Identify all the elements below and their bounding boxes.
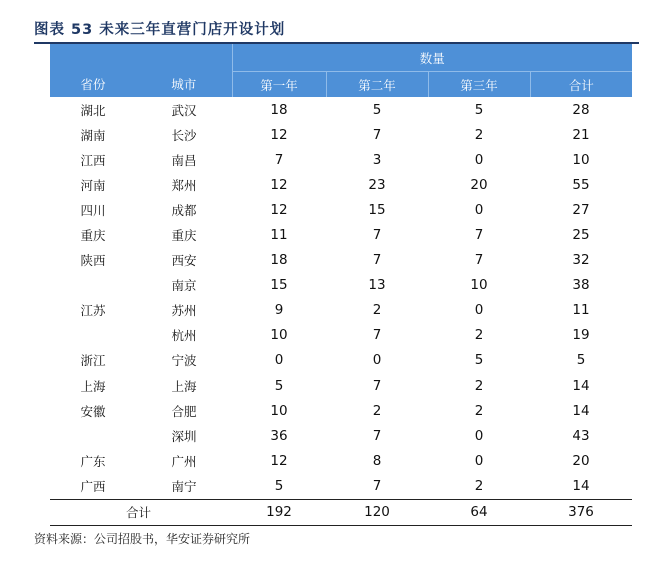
table-row	[50, 248, 632, 273]
cell-city: 深圳	[171, 428, 197, 444]
cell-year2: 8	[372, 452, 382, 469]
cell-year3: 7	[474, 227, 484, 244]
cell-year3: 0	[474, 427, 484, 444]
cell-year2: 7	[372, 252, 382, 269]
cell-total: 5	[576, 352, 586, 369]
totals-year3: 64	[428, 499, 530, 525]
cell-year1: 36	[270, 427, 288, 444]
cell-city: 广州	[171, 453, 197, 469]
cell-year3: 2	[474, 477, 484, 494]
cell-year1: 12	[270, 176, 288, 193]
cell-total: 14	[572, 402, 590, 419]
cell-province: 陕西	[80, 253, 106, 269]
store-plan-table	[50, 44, 632, 526]
cell-year2: 0	[372, 352, 382, 369]
cell-year3: 5	[474, 101, 484, 118]
cell-year2: 7	[372, 477, 382, 494]
cell-year1: 12	[270, 201, 288, 218]
cell-total: 21	[572, 126, 590, 143]
header-quantity-group: 数量	[232, 44, 632, 72]
cell-city: 郑州	[171, 177, 197, 193]
cell-year1: 15	[270, 277, 288, 294]
cell-year2: 2	[372, 402, 382, 419]
cell-year3: 10	[470, 277, 488, 294]
header-province: 省份	[50, 44, 136, 97]
cell-province: 湖南	[80, 127, 106, 143]
table-row	[50, 122, 632, 147]
table-row	[50, 398, 632, 423]
cell-year2: 7	[372, 126, 382, 143]
cell-province: 广西	[80, 478, 106, 494]
cell-province	[50, 323, 136, 348]
cell-year3: 0	[474, 452, 484, 469]
cell-year2: 7	[372, 427, 382, 444]
cell-province: 安徽	[80, 403, 106, 419]
cell-total: 28	[572, 101, 590, 118]
totals-year2: 120	[326, 499, 428, 525]
cell-province: 广东	[80, 453, 106, 469]
cell-year1: 5	[274, 377, 284, 394]
cell-province: 江苏	[80, 303, 106, 319]
cell-year1: 10	[270, 402, 288, 419]
cell-year3: 5	[474, 352, 484, 369]
cell-year2: 3	[372, 151, 382, 168]
totals-total: 376	[530, 499, 632, 525]
cell-year2: 23	[368, 176, 386, 193]
cell-year1: 18	[270, 101, 288, 118]
cell-year3: 7	[474, 252, 484, 269]
cell-year2: 7	[372, 227, 382, 244]
cell-year1: 9	[274, 302, 284, 319]
cell-year3: 0	[474, 151, 484, 168]
cell-year3: 2	[474, 377, 484, 394]
cell-province: 重庆	[80, 228, 106, 244]
cell-year1: 11	[270, 227, 288, 244]
cell-city: 南宁	[171, 478, 197, 494]
cell-total: 38	[572, 277, 590, 294]
source-note: 资料来源：公司招股书，华安证券研究所	[34, 532, 251, 546]
cell-year1: 12	[270, 452, 288, 469]
cell-year1: 10	[270, 327, 288, 344]
cell-total: 10	[572, 151, 590, 168]
cell-year3: 20	[470, 176, 488, 193]
header-year3: 第三年	[428, 72, 530, 98]
table-row	[50, 423, 632, 448]
cell-province: 上海	[80, 378, 106, 394]
cell-year1: 7	[274, 151, 284, 168]
cell-city: 南昌	[171, 152, 197, 168]
cell-province: 浙江	[80, 353, 106, 369]
cell-year1: 5	[274, 477, 284, 494]
figure-title: 图表 53 未来三年直营门店开设计划	[34, 22, 286, 38]
table-row	[50, 373, 632, 398]
cell-total: 43	[572, 427, 590, 444]
cell-year1: 12	[270, 126, 288, 143]
cell-city: 南京	[171, 278, 197, 294]
cell-total: 55	[572, 176, 590, 193]
cell-total: 20	[572, 452, 590, 469]
table-row	[50, 147, 632, 172]
cell-total: 19	[572, 327, 590, 344]
cell-year1: 0	[274, 352, 284, 369]
cell-city: 苏州	[171, 303, 197, 319]
table-row	[50, 172, 632, 197]
cell-year3: 0	[474, 201, 484, 218]
cell-total: 14	[572, 377, 590, 394]
cell-total: 11	[572, 302, 590, 319]
table-row	[50, 273, 632, 298]
cell-year2: 5	[372, 101, 382, 118]
cell-year1: 18	[270, 252, 288, 269]
header-year1: 第一年	[232, 72, 326, 98]
cell-city: 西安	[171, 253, 197, 269]
header-total: 合计	[530, 72, 632, 98]
table-row	[50, 473, 632, 499]
cell-city: 宁波	[171, 353, 197, 369]
cell-city: 杭州	[171, 328, 197, 344]
cell-province: 河南	[80, 177, 106, 193]
cell-year2: 7	[372, 327, 382, 344]
cell-year2: 7	[372, 377, 382, 394]
cell-city: 合肥	[171, 403, 197, 419]
table-row	[50, 448, 632, 473]
cell-year3: 0	[474, 302, 484, 319]
cell-year3: 2	[474, 402, 484, 419]
table-body	[50, 97, 632, 499]
cell-city: 武汉	[171, 102, 197, 118]
cell-year2: 2	[372, 302, 382, 319]
table-row	[50, 323, 632, 348]
cell-province: 江西	[80, 152, 106, 168]
cell-province: 湖北	[80, 102, 106, 118]
cell-total: 32	[572, 252, 590, 269]
cell-year2: 13	[368, 277, 386, 294]
cell-city: 长沙	[171, 127, 197, 143]
cell-total: 14	[572, 477, 590, 494]
table-row	[50, 97, 632, 122]
table-row	[50, 222, 632, 247]
table-row	[50, 348, 632, 373]
cell-total: 25	[572, 227, 590, 244]
cell-total: 27	[572, 201, 590, 218]
header-year2: 第二年	[326, 72, 428, 98]
table-row	[50, 197, 632, 222]
cell-year3: 2	[474, 327, 484, 344]
cell-province	[50, 423, 136, 448]
header-city: 城市	[136, 44, 232, 97]
cell-city: 重庆	[171, 228, 197, 244]
cell-city: 成都	[171, 202, 197, 218]
totals-label: 合计	[50, 499, 232, 525]
totals-row	[50, 499, 632, 525]
totals-year1: 192	[232, 499, 326, 525]
cell-province: 四川	[80, 202, 106, 218]
cell-year3: 2	[474, 126, 484, 143]
cell-year2: 15	[368, 201, 386, 218]
cell-province	[50, 273, 136, 298]
table-row	[50, 298, 632, 323]
cell-city: 上海	[171, 378, 197, 394]
